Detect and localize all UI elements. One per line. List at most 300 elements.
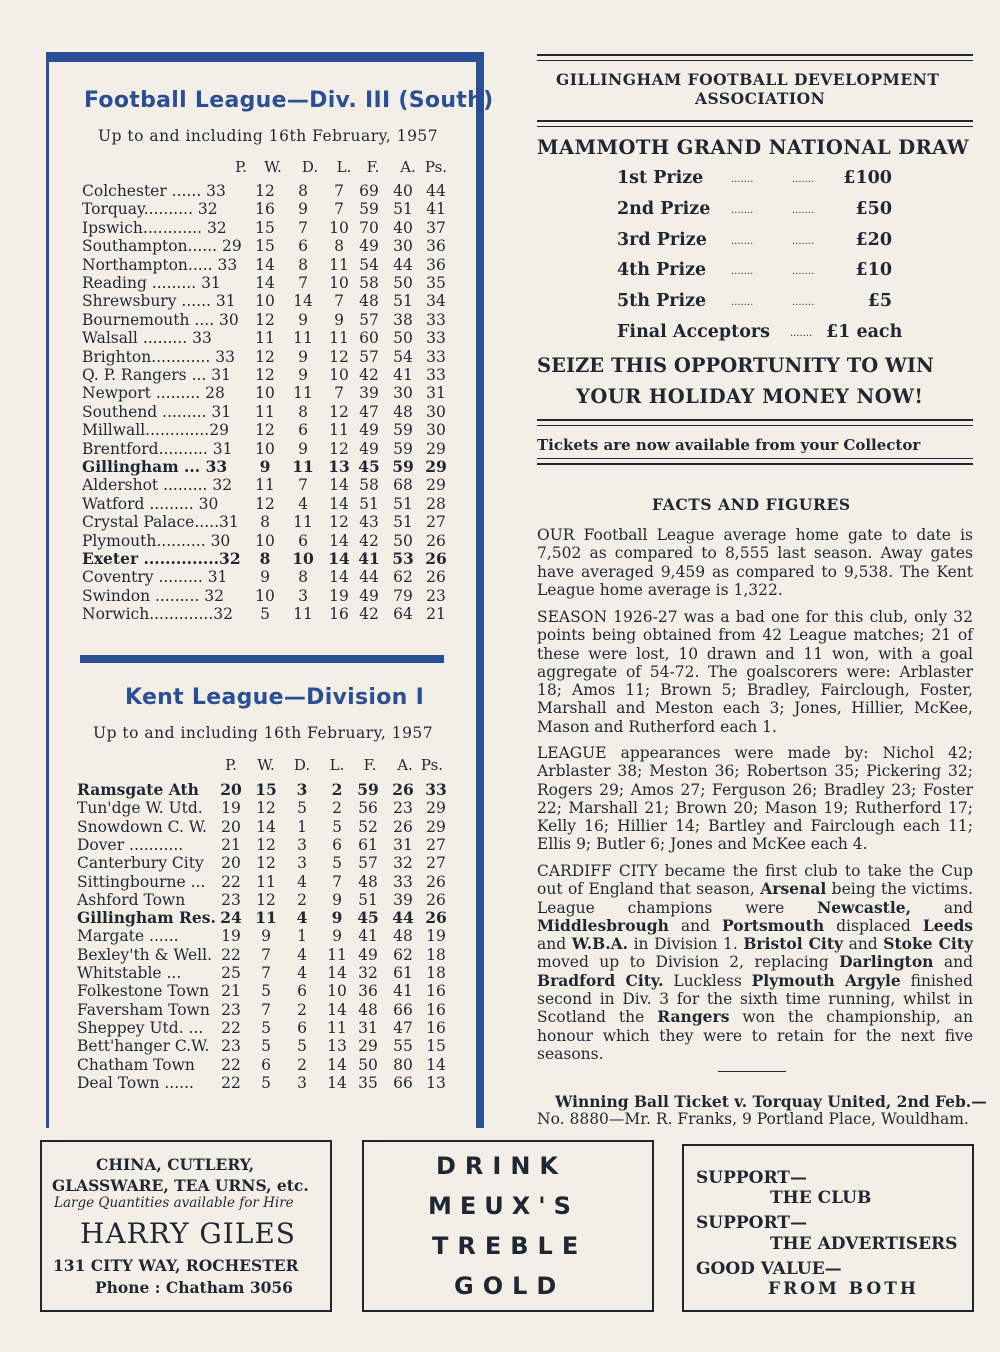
stat-cell: 52 <box>358 817 378 836</box>
giles-name: HARRY GILES <box>80 1217 296 1250</box>
support-line1: SUPPORT— <box>696 1168 807 1188</box>
table-row <box>82 292 462 310</box>
facts-title: FACTS AND FIGURES <box>652 495 851 514</box>
stat-cell: 14 <box>328 549 350 568</box>
stat-cell: 49 <box>359 237 379 256</box>
stat-cell: 21 <box>426 605 446 624</box>
stat-cell: 45 <box>358 457 380 476</box>
stat-cell: 22 <box>221 1073 241 1092</box>
stat-cell: 59 <box>359 200 379 219</box>
stat-cell: 15 <box>255 780 277 799</box>
stat-cell: 6 <box>297 982 307 1001</box>
stat-cell: 7 <box>334 200 344 219</box>
stat-cell: 9 <box>332 890 342 909</box>
prize-label: 3rd Prize <box>617 229 707 250</box>
support-line4: THE ADVERTISERS <box>770 1234 958 1254</box>
stat-cell: 11 <box>293 329 313 348</box>
stat-cell: 7 <box>334 182 344 200</box>
stat-cell: 14 <box>327 964 347 982</box>
stat-cell: 14 <box>327 1055 347 1074</box>
kent-header-cell: D. <box>293 756 311 774</box>
stat-cell: 5 <box>260 605 270 624</box>
draw-title: MAMMOTH GRAND NATIONAL DRAW <box>537 136 970 159</box>
stat-cell: 30 <box>426 421 446 440</box>
team-name: Crystal Palace.....31 <box>82 513 239 532</box>
stat-cell: 24 <box>220 908 242 928</box>
table-row <box>82 421 462 439</box>
stat-cell: 15 <box>426 1037 446 1056</box>
stat-cell: 23 <box>426 586 446 605</box>
winning-ticket-line2: No. 8880—Mr. R. Franks, 9 Portland Place, Wouldham. <box>537 1110 969 1128</box>
team-name: Coventry ......... 31 <box>82 568 228 587</box>
stat-cell: 49 <box>359 586 379 605</box>
table-row <box>82 348 462 366</box>
team-name: Bett'hanger C.W. <box>77 1037 210 1056</box>
stat-cell: 30 <box>426 402 446 421</box>
team-name: Southend ......... 31 <box>82 402 232 421</box>
stat-cell: 3 <box>296 780 308 799</box>
div3-header-cell: D. <box>301 158 319 176</box>
stat-cell: 33 <box>426 329 446 348</box>
stat-cell: 2 <box>297 890 307 909</box>
assoc-line2: ASSOCIATION <box>695 89 826 108</box>
stat-cell: 33 <box>393 872 413 891</box>
stat-cell: 35 <box>358 1073 378 1092</box>
stat-cell: 49 <box>359 421 379 440</box>
team-name: Brentford.......... 31 <box>82 439 233 458</box>
stat-cell: 12 <box>256 835 276 854</box>
team-name: Q. P. Rangers ... 31 <box>82 366 231 384</box>
stat-cell: 10 <box>329 366 349 384</box>
stat-cell: 39 <box>359 384 379 403</box>
stat-cell: 7 <box>261 964 271 982</box>
stat-cell: 22 <box>221 872 241 891</box>
team-name: Swindon ......... 32 <box>82 586 224 605</box>
stat-cell: 70 <box>359 218 379 237</box>
stat-cell: 6 <box>261 1055 271 1074</box>
table-row <box>82 329 462 347</box>
table-row <box>82 587 462 605</box>
stat-cell: 48 <box>358 872 378 891</box>
stat-cell: 20 <box>220 780 242 799</box>
stat-cell: 22 <box>221 1018 241 1037</box>
stat-cell: 8 <box>298 402 308 421</box>
stat-cell: 5 <box>261 1073 271 1092</box>
prize-value: £10 <box>855 260 892 281</box>
stat-cell: 32 <box>393 854 413 873</box>
stat-cell: 57 <box>358 854 378 873</box>
table-row <box>82 495 462 513</box>
stat-cell: 48 <box>359 292 379 311</box>
team-name: Watford ......... 30 <box>82 494 219 513</box>
team-name: Newport ......... 28 <box>82 384 225 403</box>
stat-cell: 26 <box>425 549 447 568</box>
stat-cell: 7 <box>298 218 308 237</box>
stat-cell: 7 <box>261 1000 271 1019</box>
stat-cell: 2 <box>297 1055 307 1074</box>
stat-cell: 5 <box>297 1037 307 1056</box>
stat-cell: 5 <box>297 799 307 818</box>
table-row <box>77 1074 457 1092</box>
stat-cell: 8 <box>298 568 308 587</box>
stat-cell: 59 <box>392 457 414 476</box>
stat-cell: 58 <box>359 274 379 292</box>
rule <box>537 463 973 465</box>
stat-cell: 36 <box>426 255 446 274</box>
stat-cell: 11 <box>256 872 276 891</box>
stat-cell: 59 <box>393 421 413 440</box>
stat-cell: 3 <box>298 586 308 605</box>
table-row <box>77 964 457 982</box>
stat-cell: 51 <box>393 292 413 311</box>
stat-cell: 12 <box>255 366 275 384</box>
team-name: Margate ...... <box>77 927 179 946</box>
stat-cell: 60 <box>359 329 379 348</box>
prize-value: £50 <box>855 198 892 219</box>
stat-cell: 12 <box>256 854 276 873</box>
prize-label: Final Acceptors <box>617 322 770 342</box>
team-name: Walsall ......... 33 <box>82 329 212 348</box>
stat-cell: 2 <box>331 780 343 799</box>
stat-cell: 35 <box>426 274 446 292</box>
stat-cell: 62 <box>393 945 413 964</box>
facts-para-3: LEAGUE appearances were made by: Nichol 42; Arblaster 38; Meston 36; Robertson 35; Pickering 32; Rogers 29; Amos 27; Ferguson 26; Bradley 23; Foster 22; Marshall 21; Brown 20; Mason 19; Rutherford 17; Kelly 16; Hillier 14; Bartley and Fairclough each 11; Ellis 9; Butler 6; Jones and McKee each 4. <box>537 744 973 854</box>
winning-ticket-line1: Winning Ball Ticket v. Torquay United, 2nd Feb.— <box>555 1092 987 1111</box>
meux-line2: MEUX'S <box>428 1192 579 1220</box>
prize-label: 1st Prize <box>617 168 704 188</box>
rule <box>537 425 973 426</box>
stat-cell: 9 <box>260 568 270 587</box>
stat-cell: 26 <box>426 890 446 909</box>
stat-cell: 12 <box>255 494 275 513</box>
stat-cell: 5 <box>261 982 271 1001</box>
prize-value: £5 <box>867 291 892 312</box>
stat-cell: 14 <box>255 274 275 292</box>
stat-cell: 2 <box>297 1000 307 1019</box>
stat-cell: 26 <box>392 780 414 799</box>
stat-cell: 11 <box>329 421 349 440</box>
giles-address: 131 CITY WAY, ROCHESTER <box>53 1256 299 1275</box>
div3-header-cell: A. <box>400 158 416 176</box>
table-row <box>82 366 462 384</box>
team-name: Ramsgate Ath <box>77 780 199 799</box>
stat-cell: 12 <box>256 799 276 818</box>
stat-cell: 21 <box>221 982 241 1001</box>
team-name: Whitstable ... <box>77 964 182 982</box>
team-name: Tun'dge W. Utd. <box>77 799 203 818</box>
facts-para-4: CARDIFF CITY became the first club to take the Cup out of England that season, Arsenal being the victims. League champions were Newcastle, and Middlesbrough and Portsmouth displaced Leeds and W.B.A. in Division 1. Bristol City and Stoke City moved up to Division 2, replacing Darlington and Bradford City. Luckless Plymouth Argyle finished second in Div. 3 for the sixth time running, whilst in Scotland the Rangers won the championship, an honour which they were to retain for the next five seasons. <box>537 862 974 1063</box>
table-row <box>77 1019 457 1037</box>
stat-cell: 12 <box>329 439 349 458</box>
table-row <box>77 909 457 927</box>
stat-cell: 2 <box>332 799 342 818</box>
rule <box>537 458 973 459</box>
stat-cell: 11 <box>327 1018 347 1037</box>
stat-cell: 41 <box>393 982 413 1001</box>
stat-cell: 49 <box>358 945 378 964</box>
seize-line1: SEIZE THIS OPPORTUNITY TO WIN <box>537 354 934 377</box>
stat-cell: 9 <box>298 439 308 458</box>
stat-cell: 48 <box>393 402 413 421</box>
stat-cell: 50 <box>393 329 413 348</box>
stat-cell: 22 <box>221 1055 241 1074</box>
stat-cell: 12 <box>255 310 275 329</box>
kent-header-cell: Ps. <box>420 756 444 774</box>
team-name: Folkestone Town <box>77 982 210 1001</box>
stat-cell: 57 <box>359 310 379 329</box>
prize-leader: ....... <box>731 297 754 309</box>
prize-leader: ....... <box>731 174 754 185</box>
stat-cell: 31 <box>393 835 413 854</box>
stat-cell: 54 <box>359 255 379 274</box>
stat-cell: 61 <box>358 835 378 854</box>
stat-cell: 10 <box>255 586 275 605</box>
stat-cell: 26 <box>425 908 447 928</box>
stat-cell: 10 <box>327 982 347 1001</box>
stat-cell: 10 <box>255 531 275 550</box>
stat-cell: 12 <box>256 890 276 909</box>
stat-cell: 23 <box>221 1000 241 1019</box>
stat-cell: 49 <box>359 439 379 458</box>
rule <box>537 120 973 122</box>
stat-cell: 20 <box>221 854 241 873</box>
stat-cell: 40 <box>393 182 413 200</box>
stat-cell: 18 <box>426 945 446 964</box>
stat-cell: 41 <box>426 200 446 219</box>
table-row <box>82 403 462 421</box>
table-row <box>77 1056 457 1074</box>
div3-header-cell: L. <box>336 158 352 176</box>
tickets-note: Tickets are now available from your Collector <box>537 436 921 454</box>
stat-cell: 54 <box>393 347 413 366</box>
stat-cell: 27 <box>426 513 446 532</box>
team-name: Deal Town ...... <box>77 1073 194 1092</box>
team-name: Brighton............ 33 <box>82 347 235 366</box>
table-row <box>82 513 462 531</box>
stat-cell: 5 <box>261 1037 271 1056</box>
prize-leader: ....... <box>792 235 815 247</box>
team-name: Ipswich............ 32 <box>82 218 227 237</box>
stat-cell: 12 <box>329 347 349 366</box>
team-name: Faversham Town <box>77 1000 210 1019</box>
meux-ad <box>362 1140 654 1312</box>
stat-cell: 12 <box>255 421 275 440</box>
team-name: Canterbury City <box>77 854 204 873</box>
team-name: Dover ........... <box>77 835 184 854</box>
stat-cell: 14 <box>426 1055 446 1074</box>
kent-header-cell: L. <box>329 756 345 774</box>
prize-leader: ....... <box>792 174 815 185</box>
table-row <box>77 1037 457 1055</box>
stat-cell: 4 <box>298 494 308 513</box>
team-name: Exeter ..............32 <box>82 549 241 568</box>
team-name: Bournemouth .... 30 <box>82 310 239 329</box>
stat-cell: 14 <box>327 1073 347 1092</box>
stat-cell: 9 <box>298 310 308 329</box>
stat-cell: 33 <box>426 310 446 329</box>
stat-cell: 14 <box>329 494 349 513</box>
prize-leader: ....... <box>731 235 754 247</box>
section-divider <box>80 655 444 663</box>
table-row <box>82 550 462 568</box>
stat-cell: 11 <box>255 908 277 928</box>
stat-cell: 7 <box>334 384 344 403</box>
stat-cell: 29 <box>426 476 446 495</box>
stat-cell: 3 <box>297 854 307 873</box>
rule <box>537 419 973 421</box>
giles-ad <box>40 1140 332 1312</box>
div3-header-cell: W. <box>264 158 282 176</box>
table-row <box>77 836 457 854</box>
stat-cell: 11 <box>293 605 313 624</box>
stat-cell: 9 <box>298 347 308 366</box>
stat-cell: 8 <box>298 255 308 274</box>
stat-cell: 41 <box>393 366 413 384</box>
stat-cell: 64 <box>393 605 413 624</box>
table-row <box>82 311 462 329</box>
stat-cell: 19 <box>221 799 241 818</box>
stat-cell: 30 <box>393 384 413 403</box>
stat-cell: 23 <box>221 890 241 909</box>
stat-cell: 19 <box>329 586 349 605</box>
giles-phone: Phone : Chatham 3056 <box>95 1278 293 1297</box>
stat-cell: 16 <box>426 1000 446 1019</box>
stat-cell: 10 <box>255 439 275 458</box>
stat-cell: 12 <box>255 347 275 366</box>
kent-header-cell: W. <box>257 756 275 774</box>
stat-cell: 11 <box>255 329 275 348</box>
stat-cell: 5 <box>332 817 342 836</box>
stat-cell: 6 <box>298 531 308 550</box>
table-row <box>77 1001 457 1019</box>
stat-cell: 16 <box>426 1018 446 1037</box>
stat-cell: 29 <box>426 799 446 818</box>
stat-cell: 1 <box>297 817 307 836</box>
table-row <box>77 854 457 872</box>
table-row <box>77 891 457 909</box>
prize-leader: ....... <box>792 204 815 216</box>
stat-cell: 18 <box>426 964 446 982</box>
stat-cell: 41 <box>358 549 380 568</box>
stat-cell: 7 <box>298 476 308 495</box>
stat-cell: 11 <box>329 255 349 274</box>
div3-subtitle: Up to and including 16th February, 1957 <box>98 127 439 145</box>
stat-cell: 14 <box>329 476 349 495</box>
table-row <box>82 532 462 550</box>
stat-cell: 14 <box>255 255 275 274</box>
team-name: Reading ......... 31 <box>82 274 221 292</box>
stat-cell: 7 <box>261 945 271 964</box>
stat-cell: 48 <box>393 927 413 946</box>
stat-cell: 7 <box>332 872 342 891</box>
rule <box>537 60 973 61</box>
stat-cell: 22 <box>221 945 241 964</box>
stat-cell: 50 <box>393 531 413 550</box>
stat-cell: 16 <box>255 200 275 219</box>
stat-cell: 13 <box>328 457 350 476</box>
stat-cell: 31 <box>426 384 446 403</box>
team-name: Northampton..... 33 <box>82 255 238 274</box>
stat-cell: 9 <box>331 908 343 928</box>
stat-cell: 11 <box>255 402 275 421</box>
support-line5: GOOD VALUE— <box>696 1259 842 1279</box>
stat-cell: 6 <box>298 237 308 256</box>
stat-cell: 10 <box>329 218 349 237</box>
rule <box>537 126 973 127</box>
kent-header-cell: F. <box>363 756 377 774</box>
table-row <box>77 927 457 945</box>
stat-cell: 33 <box>426 366 446 384</box>
stat-cell: 8 <box>259 549 271 568</box>
stat-cell: 9 <box>259 457 271 476</box>
stat-cell: 12 <box>255 182 275 200</box>
support-ad <box>682 1144 974 1312</box>
stat-cell: 15 <box>255 237 275 256</box>
table-row <box>82 458 462 476</box>
stat-cell: 9 <box>334 310 344 329</box>
prize-label: 4th Prize <box>617 260 707 281</box>
table-row <box>82 274 462 292</box>
stat-cell: 39 <box>393 890 413 909</box>
stat-cell: 53 <box>392 549 414 568</box>
stat-cell: 51 <box>393 513 413 532</box>
table-row <box>82 200 462 218</box>
stat-cell: 26 <box>426 872 446 891</box>
table-row <box>77 946 457 964</box>
stat-cell: 29 <box>426 817 446 836</box>
team-name: Norwich.............32 <box>82 605 233 624</box>
stat-cell: 16 <box>426 982 446 1001</box>
stat-cell: 41 <box>358 927 378 946</box>
div3-title: Football League—Div. III (South) <box>84 88 494 113</box>
giles-line2: GLASSWARE, TEA URNS, etc. <box>52 1176 309 1195</box>
stat-cell: 38 <box>393 310 413 329</box>
kent-title: Kent League—Division I <box>125 685 425 710</box>
table-row <box>77 982 457 1000</box>
stat-cell: 51 <box>393 494 413 513</box>
assoc-line1: GILLINGHAM FOOTBALL DEVELOPMENT <box>556 70 940 89</box>
stat-cell: 27 <box>426 854 446 873</box>
stat-cell: 30 <box>393 237 413 256</box>
stat-cell: 8 <box>260 513 270 532</box>
stat-cell: 4 <box>297 964 307 982</box>
team-name: Aldershot ......... 32 <box>82 476 233 495</box>
stat-cell: 7 <box>334 292 344 311</box>
stat-cell: 8 <box>334 237 344 256</box>
stat-cell: 59 <box>357 780 379 799</box>
stat-cell: 29 <box>358 1037 378 1056</box>
stat-cell: 26 <box>393 817 413 836</box>
stat-cell: 5 <box>332 854 342 873</box>
prize-leader: ....... <box>792 297 815 309</box>
stat-cell: 15 <box>255 218 275 237</box>
table-row <box>82 256 462 274</box>
stat-cell: 3 <box>297 1073 307 1092</box>
kent-header <box>0 756 480 776</box>
team-name: Southampton...... 29 <box>82 237 242 256</box>
stat-cell: 19 <box>221 927 241 946</box>
stat-cell: 12 <box>329 402 349 421</box>
stat-cell: 11 <box>293 513 313 532</box>
stat-cell: 6 <box>332 835 342 854</box>
stat-cell: 6 <box>297 1018 307 1037</box>
stat-cell: 11 <box>327 945 347 964</box>
team-name: Plymouth.......... 30 <box>82 531 231 550</box>
stat-cell: 26 <box>426 568 446 587</box>
stat-cell: 16 <box>329 605 349 624</box>
stat-cell: 1 <box>297 927 307 946</box>
kent-header-cell: P. <box>225 756 237 774</box>
